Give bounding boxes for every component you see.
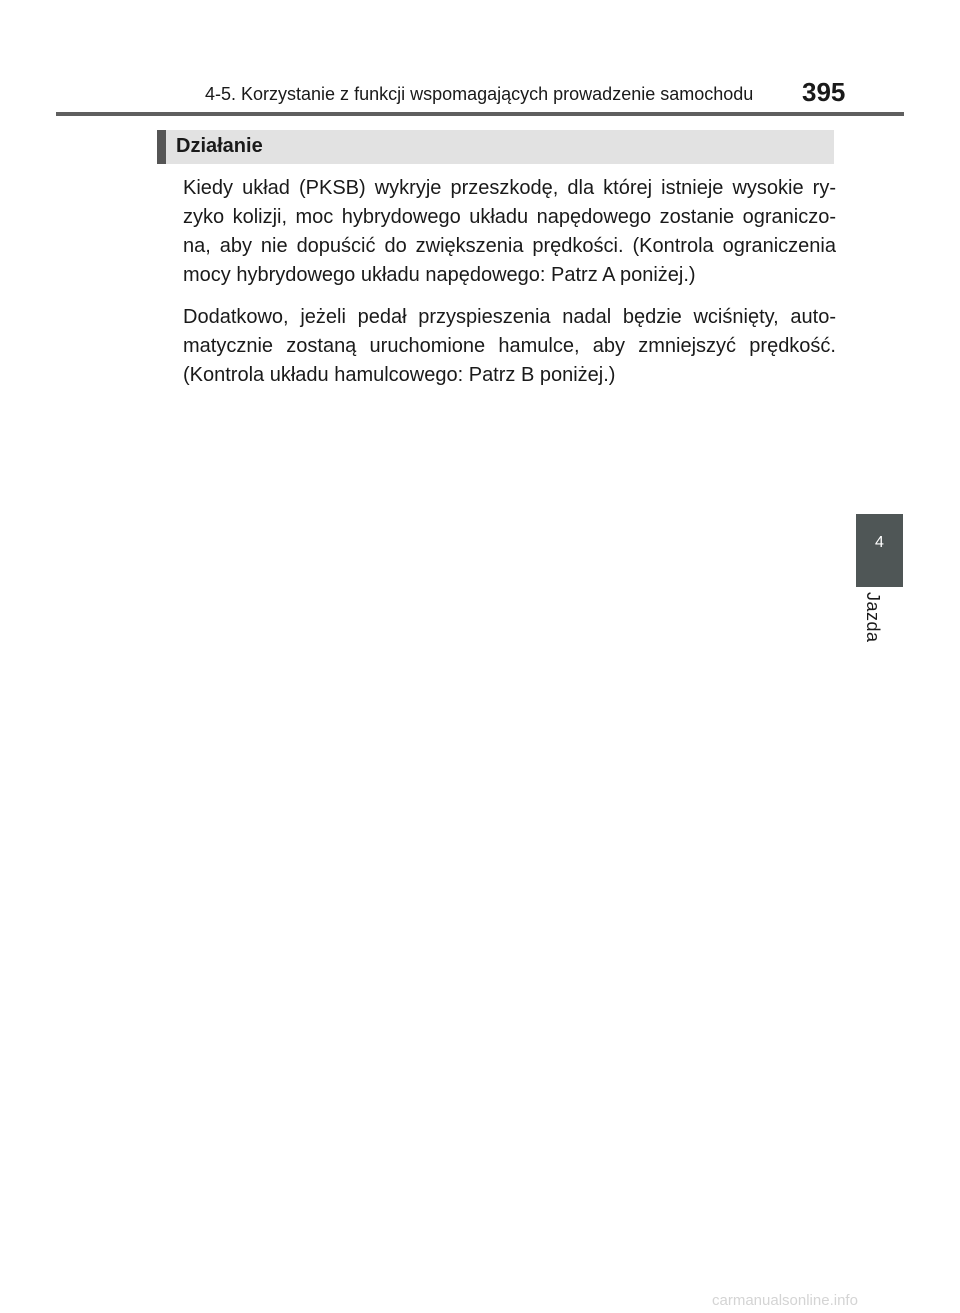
section-heading: Działanie (176, 135, 263, 157)
chapter-tab-number: 4 (875, 534, 884, 551)
chapter-tab (856, 514, 903, 587)
section-heading-bar (157, 130, 834, 164)
chapter-tab-label: Jazda (863, 592, 883, 643)
page-header (0, 0, 960, 120)
watermark: carmanualsonline.info (712, 1292, 858, 1309)
paragraph: Kiedy układ (PKSB) wykryje przeszkodę, dla której istnieje wysokie ryzyko kolizji, moc hybrydowego układu napędowego zostanie ograniczona, aby nie dopuścić do zwiększenia prędkości. (Kontrola ograniczenia mocy hybrydowego układu napędowego: Patrz A poniżej.) (183, 177, 836, 286)
paragraph: Dodatkowo, jeżeli pedał przyspieszenia nadal będzie wciśnięty, automatycznie zostaną uruchomione hamulce, aby zmniejszyć prędkość. (Kontrola układu hamulcowego: Patrz B poniżej.) (183, 306, 836, 386)
body-text (183, 174, 836, 403)
header-divider (56, 112, 904, 116)
page-number: 395 (802, 77, 846, 107)
chapter-title: 4-5. Korzystanie z funkcji wspomagających prowadzenie samochodu (205, 84, 754, 104)
